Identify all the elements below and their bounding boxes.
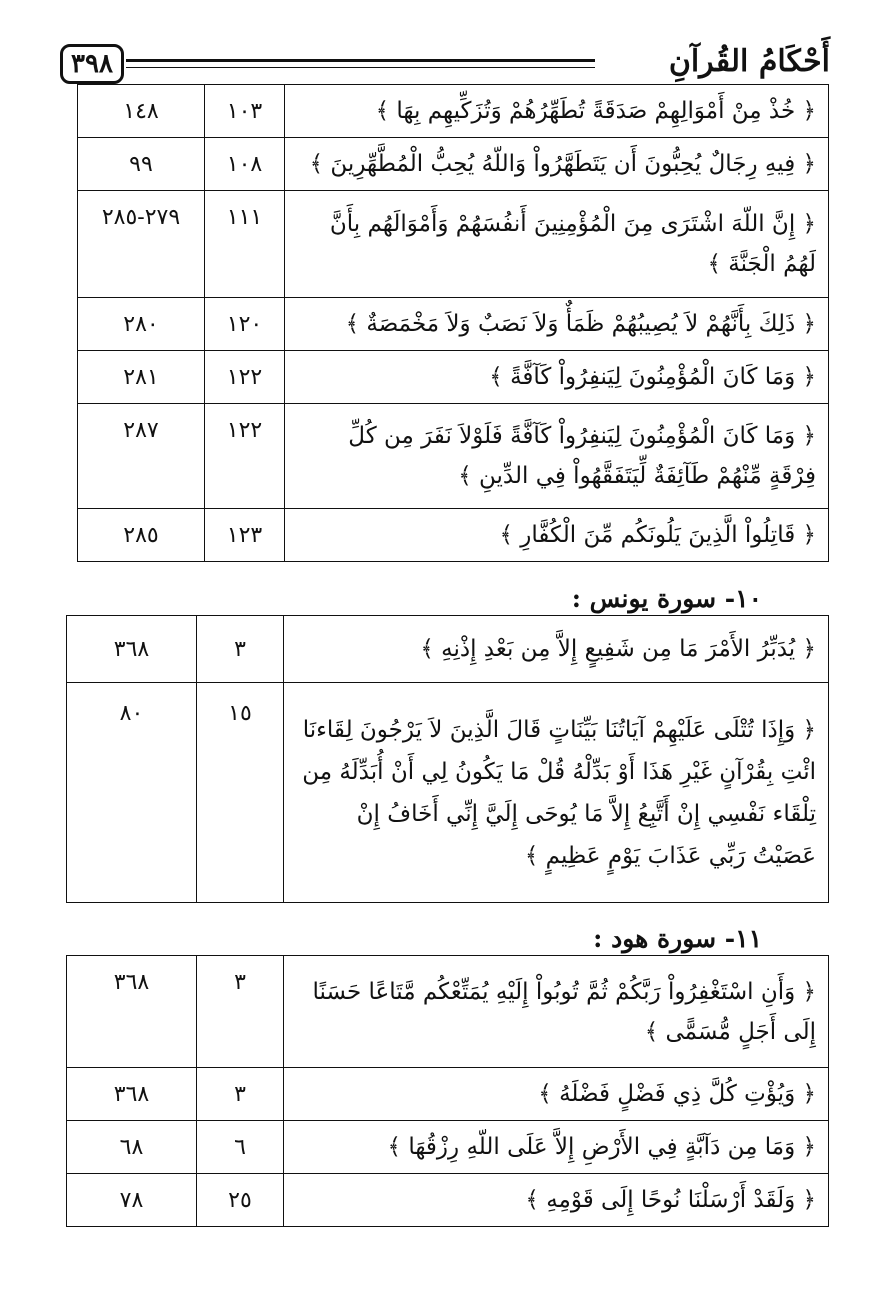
running-header [60, 40, 830, 90]
verse-text: ﴿ وَأَنِ اسْتَغْفِرُواْ رَبَّكُمْ ثُمَّ تُوبُواْ إِلَيْهِ يُمَتِّعْكُم مَّتَاعًا حَسَنًا إِلَى أَجَلٍ مُّسَمًّى ﴾ [284, 956, 829, 1068]
page-reference: ٢٨١ [78, 351, 205, 404]
page-number: ٣٩٨ [60, 44, 124, 84]
verse-index-table-hud [66, 955, 829, 1227]
page-reference: ٦٨ [67, 1121, 197, 1174]
ayah-number: ١١١ [205, 191, 285, 298]
verse-index-table-yunus [66, 615, 829, 903]
table-row [78, 351, 829, 404]
verse-text: ﴿ قَاتِلُواْ الَّذِينَ يَلُونَكُم مِّنَ الْكُفَّارِ ﴾ [285, 509, 829, 562]
ayah-number: ١٢٢ [205, 404, 285, 509]
ayah-number: ٦ [197, 1121, 284, 1174]
table-row [67, 1174, 829, 1227]
page-reference: ٣٦٨ [67, 616, 197, 683]
ayah-number: ٣ [197, 956, 284, 1068]
table-row [67, 1068, 829, 1121]
ayah-number: ١٢٢ [205, 351, 285, 404]
ayah-number: ١٥ [197, 683, 284, 903]
page-reference: ٢٨٧ [78, 404, 205, 509]
verse-text: ﴿ وَيُؤْتِ كُلَّ ذِي فَضْلٍ فَضْلَهُ ﴾ [284, 1068, 829, 1121]
header-rule [126, 59, 595, 62]
header-rule-thin [126, 67, 595, 68]
page-reference: ٨٠ [67, 683, 197, 903]
page-reference: ٢٧٩-٢٨٥ [78, 191, 205, 298]
ayah-number: ١٢٠ [205, 298, 285, 351]
table-row [67, 683, 829, 903]
page-reference: ٣٦٨ [67, 1068, 197, 1121]
verse-text: ﴿ وَمَا مِن دَآبَّةٍ فِي الأَرْضِ إِلاَّ عَلَى اللّهِ رِزْقُهَا ﴾ [284, 1121, 829, 1174]
verse-text: ﴿ وَمَا كَانَ الْمُؤْمِنُونَ لِيَنفِرُواْ كَآفَّةً ﴾ [285, 351, 829, 404]
verse-text: ﴿ وَمَا كَانَ الْمُؤْمِنُونَ لِيَنفِرُواْ كَآفَّةً فَلَوْلاَ نَفَرَ مِن كُلِّ فِرْقَةٍ مِّنْهُمْ طَآئِفَةٌ لِّيَتَفَقَّهُواْ فِي الدِّينِ ﴾ [285, 404, 829, 509]
page-reference: ٢٨٠ [78, 298, 205, 351]
ayah-number: ١٠٣ [205, 85, 285, 138]
verse-text: ﴿ فِيهِ رِجَالٌ يُحِبُّونَ أَن يَتَطَهَّرُواْ وَاللّهُ يُحِبُّ الْمُطَّهِّرِينَ ﴾ [285, 138, 829, 191]
table-row [78, 404, 829, 509]
table-row [78, 191, 829, 298]
table-row [78, 298, 829, 351]
book-title: أَحْكَامُ القُرآنِ [668, 44, 830, 79]
verse-text: ﴿ خُذْ مِنْ أَمْوَالِهِمْ صَدَقَةً تُطَهِّرُهُمْ وَتُزَكِّيهِم بِهَا ﴾ [285, 85, 829, 138]
verse-text: ﴿ يُدَبِّرُ الأَمْرَ مَا مِن شَفِيعٍ إِلاَّ مِن بَعْدِ إِذْنِهِ ﴾ [284, 616, 829, 683]
ayah-number: ١٠٨ [205, 138, 285, 191]
verse-text: ﴿ ذَلِكَ بِأَنَّهُمْ لاَ يُصِيبُهُمْ ظَمَأٌ وَلاَ نَصَبٌ وَلاَ مَخْمَصَةٌ ﴾ [285, 298, 829, 351]
surah-heading-yunus: ١٠- سورة يونس : [571, 584, 762, 613]
page-reference: ١٤٨ [78, 85, 205, 138]
ayah-number: ٢٥ [197, 1174, 284, 1227]
surah-heading-hud: ١١- سورة هود : [593, 924, 762, 953]
page-reference: ٩٩ [78, 138, 205, 191]
ayah-number: ٣ [197, 1068, 284, 1121]
table-row [67, 616, 829, 683]
verse-text: ﴿ وَإِذَا تُتْلَى عَلَيْهِمْ آيَاتُنَا بَيِّنَاتٍ قَالَ الَّذِينَ لاَ يَرْجُونَ لِقَاءنَا ائْتِ بِقُرْآنٍ غَيْرِ هَذَا أَوْ بَدِّلْهُ قُلْ مَا يَكُونُ لِي أَنْ أُبَدِّلَهُ مِن تِلْقَاء نَفْسِي إِنْ أَتَّبِعُ إِلاَّ مَا يُوحَى إِلَيَّ إِنِّي أَخَافُ إِنْ عَصَيْتُ رَبِّي عَذَابَ يَوْمٍ عَظِيمٍ ﴾ [284, 683, 829, 903]
table-row [67, 956, 829, 1068]
page-reference: ٧٨ [67, 1174, 197, 1227]
verse-index-table-continued [77, 84, 829, 562]
ayah-number: ٣ [197, 616, 284, 683]
table-row [78, 138, 829, 191]
verse-text: ﴿ إِنَّ اللّهَ اشْتَرَى مِنَ الْمُؤْمِنِينَ أَنفُسَهُمْ وَأَمْوَالَهُم بِأَنَّ لَهُمُ الْجَنَّةَ ﴾ [285, 191, 829, 298]
table-row [67, 1121, 829, 1174]
page-reference: ٢٨٥ [78, 509, 205, 562]
table-row [78, 85, 829, 138]
table-row [78, 509, 829, 562]
page-reference: ٣٦٨ [67, 956, 197, 1068]
ayah-number: ١٢٣ [205, 509, 285, 562]
verse-text: ﴿ وَلَقَدْ أَرْسَلْنَا نُوحًا إِلَى قَوْمِهِ ﴾ [284, 1174, 829, 1227]
